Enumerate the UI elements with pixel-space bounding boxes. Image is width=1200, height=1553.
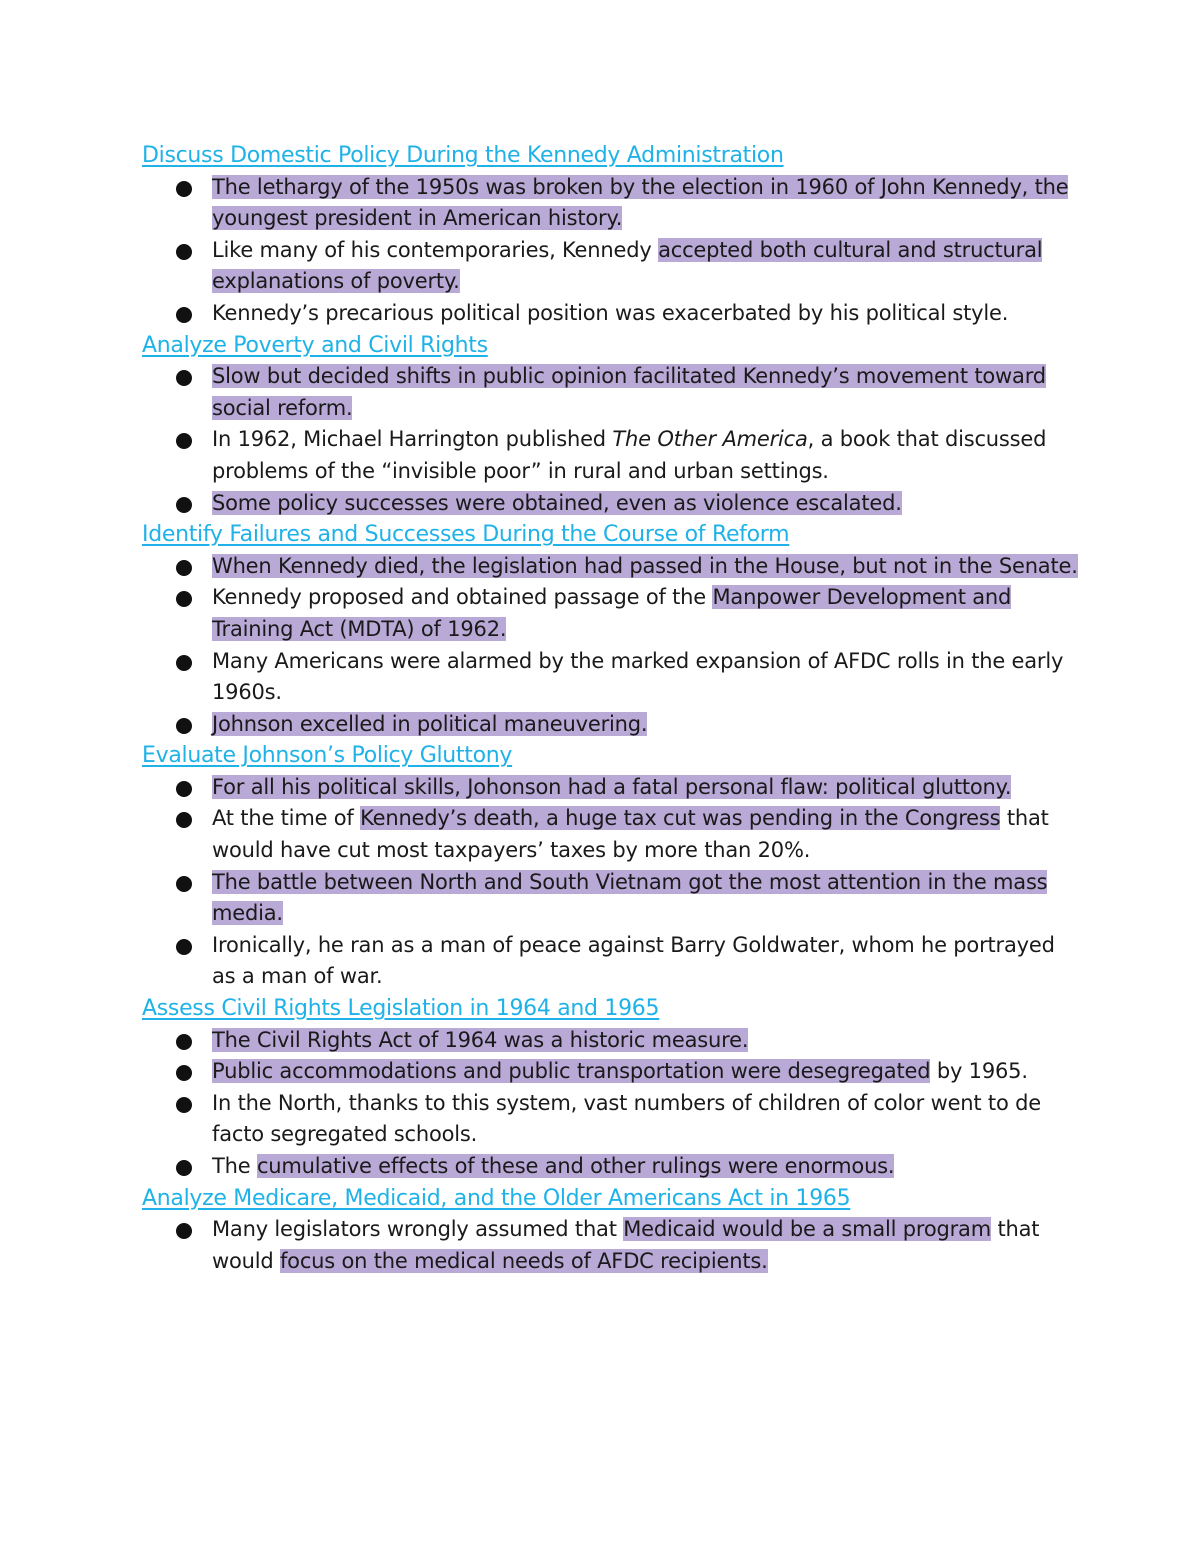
notes-content bbox=[142, 140, 1082, 1277]
bullet-item bbox=[142, 646, 1082, 709]
highlighted-text: Public accommodations and public transportation were desegregated bbox=[212, 1059, 931, 1084]
bullet-text: Many legislators wrongly assumed that bbox=[212, 1217, 624, 1242]
highlighted-text: Kennedy’s death, a huge tax cut was pending in the Congress bbox=[360, 806, 1001, 831]
bullet-item bbox=[142, 551, 1082, 583]
bullet-list bbox=[142, 772, 1082, 993]
section-heading[interactable]: Discuss Domestic Policy During the Kennedy Administration bbox=[142, 143, 784, 168]
bullet-text: Many Americans were alarmed by the marked expansion of AFDC rolls in the early 1960s. bbox=[212, 648, 1064, 705]
highlighted-text: Some policy successes were obtained, even as violence escalated. bbox=[212, 490, 902, 515]
bullet-item bbox=[142, 709, 1082, 741]
highlighted-text: Medicaid would be a small program bbox=[623, 1217, 991, 1242]
bullet-text: that would have cut most taxpayers’ taxes by more than 20%. bbox=[212, 806, 1049, 863]
bullet-item bbox=[142, 235, 1082, 298]
bullet-item bbox=[142, 582, 1082, 645]
bullet-item bbox=[142, 867, 1082, 930]
section-heading[interactable]: Identify Failures and Successes During the Course of Reform bbox=[142, 522, 790, 548]
bullet-list bbox=[142, 172, 1082, 330]
bullet-list bbox=[142, 1025, 1082, 1183]
section-heading[interactable]: Assess Civil Rights Legislation in 1964 and 1965 bbox=[142, 996, 660, 1022]
highlighted-text: accepted both cultural and structural explanations of poverty. bbox=[212, 237, 1043, 294]
highlighted-text: For all his political skills, Johonson had a fatal personal flaw: political gluttony. bbox=[212, 774, 1012, 799]
bullet-item bbox=[142, 1214, 1082, 1277]
bullet-list bbox=[142, 551, 1082, 741]
bullet-list bbox=[142, 1214, 1082, 1277]
highlighted-text: The battle between North and South Vietnam got the most attention in the mass media. bbox=[212, 869, 1048, 926]
highlighted-text: When Kennedy died, the legislation had passed in the House, but not in the Senate. bbox=[212, 553, 1078, 578]
bullet-list bbox=[142, 361, 1082, 519]
bullet-text: In the North, thanks to this system, vast numbers of children of color went to de facto segregated schools. bbox=[212, 1090, 1041, 1147]
bullet-text: Kennedy’s precarious political position was exacerbated by his political style. bbox=[212, 300, 1009, 325]
bullet-item bbox=[142, 488, 1082, 520]
bullet-item bbox=[142, 298, 1082, 330]
bullet-text: The Other America bbox=[612, 427, 808, 452]
bullet-item bbox=[142, 930, 1082, 993]
highlighted-text: cumulative effects of these and other rulings were enormous. bbox=[256, 1154, 895, 1178]
bullet-item bbox=[142, 1025, 1082, 1057]
section-heading[interactable]: Analyze Medicare, Medicaid, and the Older Americans Act in 1965 bbox=[142, 1185, 851, 1211]
bullet-item bbox=[142, 172, 1082, 235]
highlighted-text: Johnson excelled in political maneuvering. bbox=[212, 711, 648, 736]
bullet-item bbox=[142, 1088, 1082, 1151]
highlighted-text: The Civil Rights Act of 1964 was a historic measure. bbox=[212, 1027, 749, 1052]
bullet-item bbox=[142, 803, 1082, 866]
section-heading[interactable]: Evaluate Johnson’s Policy Gluttony bbox=[142, 743, 513, 769]
bullet-item bbox=[142, 424, 1082, 487]
bullet-text: In 1962, Michael Harrington published bbox=[212, 427, 613, 452]
bullet-text: Kennedy proposed and obtained passage of the bbox=[212, 585, 713, 610]
highlighted-text: focus on the medical needs of AFDC recipients. bbox=[279, 1248, 768, 1273]
highlighted-text: Slow but decided shifts in public opinion facilitated Kennedy’s movement toward social reform. bbox=[212, 364, 1046, 420]
bullet-text: that would bbox=[212, 1217, 1040, 1273]
bullet-text: by 1965. bbox=[930, 1059, 1028, 1084]
bullet-item bbox=[142, 772, 1082, 804]
bullet-text: At the time of bbox=[212, 806, 361, 831]
bullet-text: Like many of his contemporaries, Kennedy bbox=[212, 237, 659, 262]
highlighted-text: Manpower Development and Training Act (MDTA) of 1962. bbox=[212, 585, 1012, 641]
bullet-item bbox=[142, 1151, 1082, 1183]
highlighted-text: The lethargy of the 1950s was broken by the election in 1960 of John Kennedy, the youngest president in American history. bbox=[212, 174, 1069, 231]
section-heading[interactable]: Analyze Poverty and Civil Rights bbox=[142, 332, 488, 358]
bullet-item bbox=[142, 1056, 1082, 1088]
bullet-text: , a book that discussed problems of the “invisible poor” in rural and urban settings. bbox=[212, 427, 1047, 483]
bullet-text: Ironically, he ran as a man of peace against Barry Goldwater, whom he portrayed as a man of war. bbox=[212, 932, 1055, 989]
bullet-text: The bbox=[212, 1154, 257, 1178]
bullet-item bbox=[142, 361, 1082, 424]
